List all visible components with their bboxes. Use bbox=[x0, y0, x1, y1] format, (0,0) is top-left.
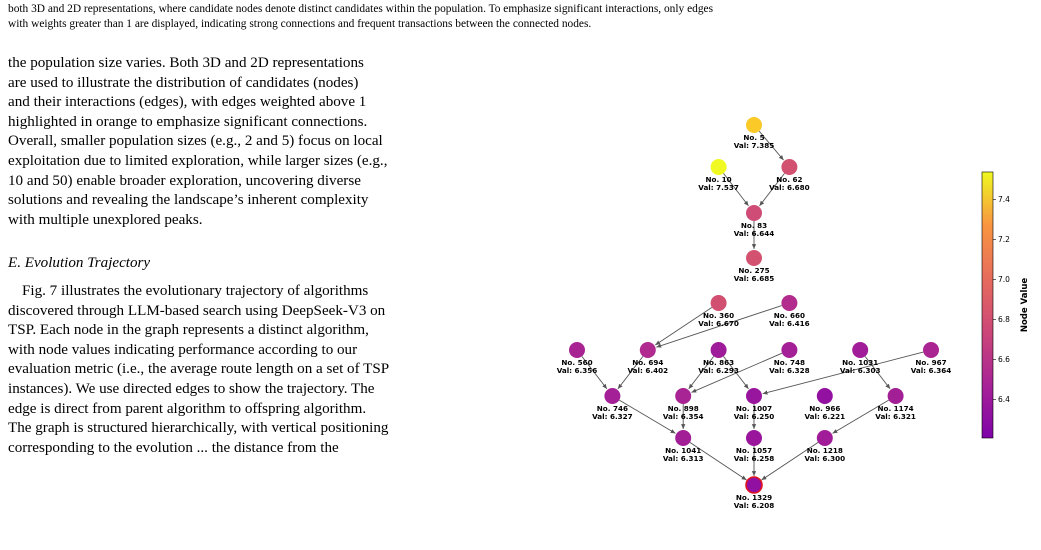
para2-line: corresponding to the evolution ... the distance from the bbox=[8, 439, 339, 456]
caption-line-2: with weights greater than 1 are displayed, indicating strong connections and frequent transactions between the connected nodes. bbox=[8, 18, 592, 30]
para1-line: are used to illustrate the distribution of candidates (nodes) bbox=[8, 74, 359, 91]
node-label-1218: No. 1218 bbox=[806, 446, 843, 455]
node-62 bbox=[781, 159, 797, 175]
nodes-layer bbox=[569, 117, 939, 493]
colorbar-tick-label: 7.0 bbox=[998, 275, 1010, 285]
node-label-1007: No. 1007 bbox=[735, 404, 773, 413]
node-560 bbox=[569, 342, 585, 358]
node-694 bbox=[640, 342, 656, 358]
node-label-10: No. 10 bbox=[705, 175, 732, 184]
para1-line: highlighted in orange to emphasize significant connections. bbox=[8, 113, 368, 130]
para1-line: Overall, smaller population sizes (e.g., 2 and 5) focus on local bbox=[8, 133, 383, 150]
paragraph-1 bbox=[8, 54, 523, 230]
node-value-62: Val: 6.680 bbox=[769, 183, 810, 192]
node-value-1007: Val: 6.250 bbox=[733, 412, 775, 421]
node-1007 bbox=[746, 388, 762, 404]
node-360 bbox=[711, 295, 727, 311]
node-label-1057: No. 1057 bbox=[735, 446, 773, 455]
node-value-1031: Val: 6.303 bbox=[839, 366, 881, 375]
para2-line: TSP. Each node in the graph represents a distinct algorithm, bbox=[8, 322, 369, 339]
node-value-966: Val: 6.221 bbox=[804, 412, 846, 421]
node-1174 bbox=[888, 388, 904, 404]
node-1329 bbox=[746, 477, 762, 493]
para2-line: with node values indicating performance according to our bbox=[8, 341, 358, 358]
node-label-360: No. 360 bbox=[702, 311, 735, 320]
node-1218 bbox=[817, 430, 833, 446]
para2-line: evaluation metric (i.e., the average route length on a set of TSP bbox=[8, 361, 390, 378]
node-value-10: Val: 7.537 bbox=[698, 183, 739, 192]
node-label-863: No. 863 bbox=[702, 358, 735, 367]
node-label-62: No. 62 bbox=[776, 175, 803, 184]
node-label-83: No. 83 bbox=[740, 221, 768, 230]
colorbar-tick-label: 7.2 bbox=[998, 235, 1010, 245]
node-value-746: Val: 6.327 bbox=[592, 412, 633, 421]
para1-line: the population size varies. Both 3D and 2D representations bbox=[8, 55, 364, 71]
node-898 bbox=[675, 388, 691, 404]
section-heading: E. Evolution Trajectory bbox=[8, 255, 151, 272]
node-746 bbox=[604, 388, 620, 404]
colorbar bbox=[982, 172, 1030, 438]
node-label-1174: No. 1174 bbox=[877, 404, 914, 413]
node-value-1218: Val: 6.300 bbox=[804, 454, 846, 463]
node-value-748: Val: 6.328 bbox=[769, 366, 810, 375]
node-label-898: No. 898 bbox=[667, 404, 699, 413]
para1-line: solutions and revealing the landscape’s inherent complexity bbox=[8, 192, 369, 209]
node-value-83: Val: 6.644 bbox=[733, 229, 775, 238]
caption-line-1: both 3D and 2D representations, where candidate nodes denote distinct candidates within the population. To emphasize significant interactions, only edges bbox=[8, 3, 714, 15]
node-label-748: No. 748 bbox=[773, 358, 806, 367]
colorbar-tick-label: 6.6 bbox=[998, 355, 1010, 365]
node-value-1057: Val: 6.258 bbox=[733, 454, 775, 463]
node-value-1329: Val: 6.208 bbox=[733, 501, 775, 510]
node-value-967: Val: 6.364 bbox=[910, 366, 952, 375]
colorbar-tick-label: 6.8 bbox=[998, 315, 1010, 325]
para2-line: instances). We use directed edges to show the trajectory. The bbox=[8, 380, 375, 397]
node-10 bbox=[711, 159, 727, 175]
node-label-694: No. 694 bbox=[632, 358, 664, 367]
node-value-560: Val: 6.356 bbox=[556, 366, 598, 375]
para2-line: Fig. 7 illustrates the evolutionary trajectory of algorithms bbox=[22, 282, 369, 299]
para1-line: exploitation due to limited exploration, while larger sizes (e.g., bbox=[8, 152, 388, 169]
paragraph-2 bbox=[8, 282, 523, 458]
node-value-694: Val: 6.402 bbox=[627, 366, 669, 375]
para1-line: with multiple unexplored peaks. bbox=[8, 211, 203, 228]
node-value-1174: Val: 6.321 bbox=[875, 412, 916, 421]
node-value-660: Val: 6.416 bbox=[769, 319, 810, 328]
node-660 bbox=[781, 295, 797, 311]
colorbar-title: Node Value bbox=[1020, 277, 1030, 333]
node-label-275: No. 275 bbox=[738, 266, 770, 275]
edges-layer bbox=[582, 131, 923, 480]
node-966 bbox=[817, 388, 833, 404]
node-83 bbox=[746, 205, 762, 221]
para2-line: edge is direct from parent algorithm to offspring algorithm. bbox=[8, 400, 367, 417]
node-value-898: Val: 6.354 bbox=[662, 412, 704, 421]
node-label-746: No. 746 bbox=[596, 404, 629, 413]
node-1031 bbox=[852, 342, 868, 358]
evolution-trajectory-graph bbox=[545, 108, 1030, 518]
node-label-1329: No. 1329 bbox=[735, 493, 773, 502]
node-275 bbox=[746, 250, 762, 266]
node-value-275: Val: 6.685 bbox=[733, 274, 775, 283]
colorbar-ticks bbox=[993, 195, 1010, 404]
para1-line: and their interactions (edges), with edges weighted above 1 bbox=[8, 94, 367, 111]
para1-line: 10 and 50) enable broader exploration, uncovering diverse bbox=[8, 172, 361, 189]
colorbar-tick-label: 6.4 bbox=[998, 395, 1010, 405]
node-value-863: Val: 6.293 bbox=[698, 366, 739, 375]
node-label-1031: No. 1031 bbox=[842, 358, 879, 367]
node-label-1041: No. 1041 bbox=[665, 446, 702, 455]
node-label-5: No. 5 bbox=[743, 133, 765, 142]
node-label-660: No. 660 bbox=[773, 311, 806, 320]
node-748 bbox=[781, 342, 797, 358]
node-label-560: No. 560 bbox=[561, 358, 593, 367]
para2-line: The graph is structured hierarchically, with vertical positioning bbox=[8, 420, 389, 437]
node-value-5: Val: 7.385 bbox=[733, 141, 775, 150]
node-1057 bbox=[746, 430, 762, 446]
body-text-column bbox=[8, 54, 523, 458]
node-5 bbox=[746, 117, 762, 133]
node-label-967: No. 967 bbox=[915, 358, 947, 367]
node-967 bbox=[923, 342, 939, 358]
colorbar-tick-label: 7.4 bbox=[998, 195, 1010, 205]
node-value-360: Val: 6.670 bbox=[698, 319, 739, 328]
colorbar-gradient bbox=[982, 172, 993, 438]
para2-line: discovered through LLM-based search using DeepSeek-V3 on bbox=[8, 302, 386, 319]
node-863 bbox=[711, 342, 727, 358]
node-1041 bbox=[675, 430, 691, 446]
figure-caption bbox=[8, 2, 1036, 32]
labels-layer bbox=[557, 133, 952, 510]
node-value-1041: Val: 6.313 bbox=[662, 454, 704, 463]
node-label-966: No. 966 bbox=[809, 404, 841, 413]
